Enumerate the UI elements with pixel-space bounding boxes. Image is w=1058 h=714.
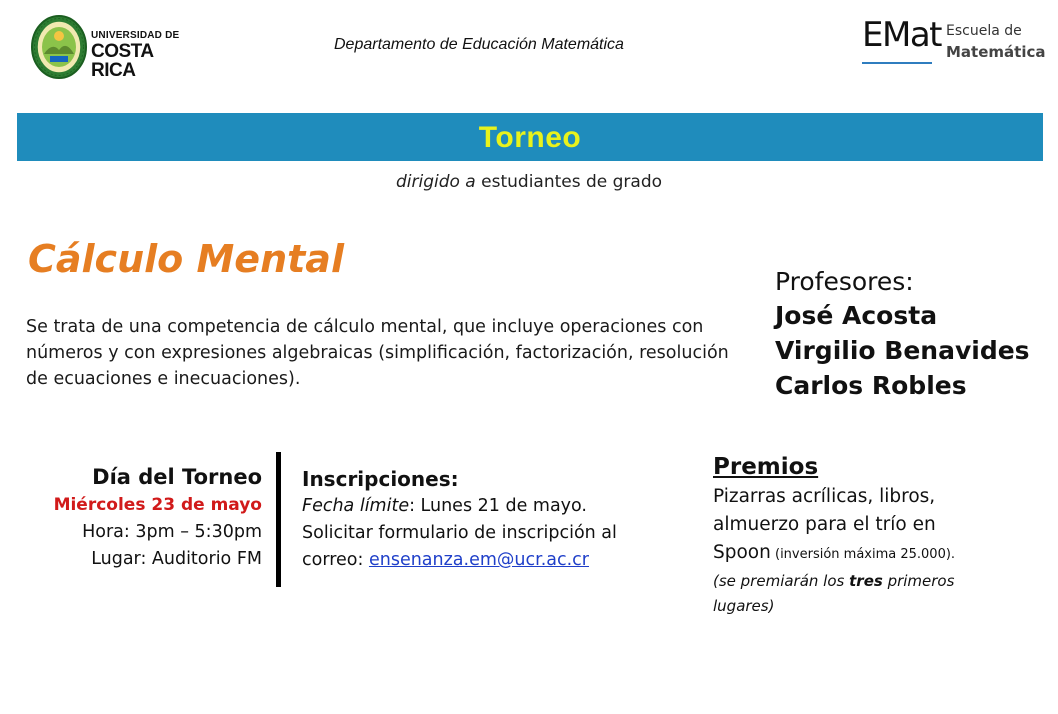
- prizes-line3-small: (inversión máxima 25.000).: [770, 547, 956, 562]
- emat-sub-line2: Matemática: [946, 42, 1046, 61]
- emat-underline: [862, 62, 932, 64]
- ucr-name: [91, 31, 190, 80]
- description: Se trata de una competencia de cálculo mental, que incluye operaciones con números y con expresiones algebraicas (simplificación, factorización, resolución de ecuaciones e inecuaciones).: [26, 317, 729, 389]
- ucr-name-line2: COSTA RICA: [91, 41, 153, 81]
- registration-heading: Inscripciones:: [302, 467, 459, 491]
- subtitle-rest: estudiantes de grado: [481, 172, 663, 192]
- prizes-line2: almuerzo para el trío en: [713, 514, 936, 535]
- email-link[interactable]: ensenanza.em@ucr.ac.cr: [368, 550, 589, 570]
- professors-heading: Profesores:: [775, 267, 914, 296]
- emat-mark: EMat: [862, 15, 941, 55]
- emat-sub-line1: Escuela de: [946, 23, 1022, 39]
- tournament-place: Lugar: Auditorio FM: [91, 549, 262, 569]
- subtitle-italic: dirigido a: [395, 172, 476, 192]
- prizes-note-end: lugares): [713, 597, 775, 615]
- title-banner: [17, 113, 1043, 161]
- prizes-line1: Pizarras acrílicas, libros,: [713, 486, 936, 507]
- deadline-label: Fecha límite: [302, 496, 410, 516]
- subtitle: [0, 172, 1058, 192]
- tournament-day-heading: Día del Torneo: [92, 465, 262, 489]
- banner-title: Torneo: [478, 121, 582, 154]
- registration-line2: Solicitar formulario de inscripción al: [302, 523, 617, 543]
- emat-logo: [860, 15, 1046, 70]
- tournament-time: Hora: 3pm – 5:30pm: [82, 522, 262, 542]
- prizes-note: [713, 569, 1043, 594]
- prizes-note-bold: tres: [849, 572, 883, 590]
- professors-block: [775, 265, 1030, 403]
- ucr-seal-icon: [30, 14, 88, 80]
- professor-name: Virgilio Benavides: [775, 336, 1030, 365]
- registration-deadline: [302, 493, 682, 520]
- registration-block: [302, 465, 682, 574]
- registration-line3: [302, 547, 682, 574]
- prizes-line3: [713, 539, 1043, 569]
- department-title: Departamento de Educación Matemática: [334, 36, 624, 53]
- tournament-date: Miércoles 23 de mayo: [53, 495, 262, 515]
- prizes-heading: Premios: [713, 454, 819, 480]
- professor-name: José Acosta: [775, 301, 938, 330]
- prizes-note-b: primeros: [882, 572, 955, 590]
- tournament-day-block: [30, 462, 262, 573]
- vertical-divider: [276, 452, 281, 587]
- prizes-line3-main: Spoon: [713, 542, 771, 563]
- email-prefix: correo:: [302, 550, 369, 570]
- ucr-logo: [30, 14, 190, 84]
- deadline-value: : Lunes 21 de mayo.: [409, 496, 587, 516]
- page-title: Cálculo Mental: [28, 237, 344, 281]
- prizes-note-a: (se premiarán los: [713, 572, 850, 590]
- professor-name: Carlos Robles: [775, 371, 967, 400]
- emat-subtitle: [946, 22, 1045, 63]
- prizes-block: [713, 451, 1043, 619]
- ucr-name-line1: UNIVERSIDAD DE: [91, 30, 180, 41]
